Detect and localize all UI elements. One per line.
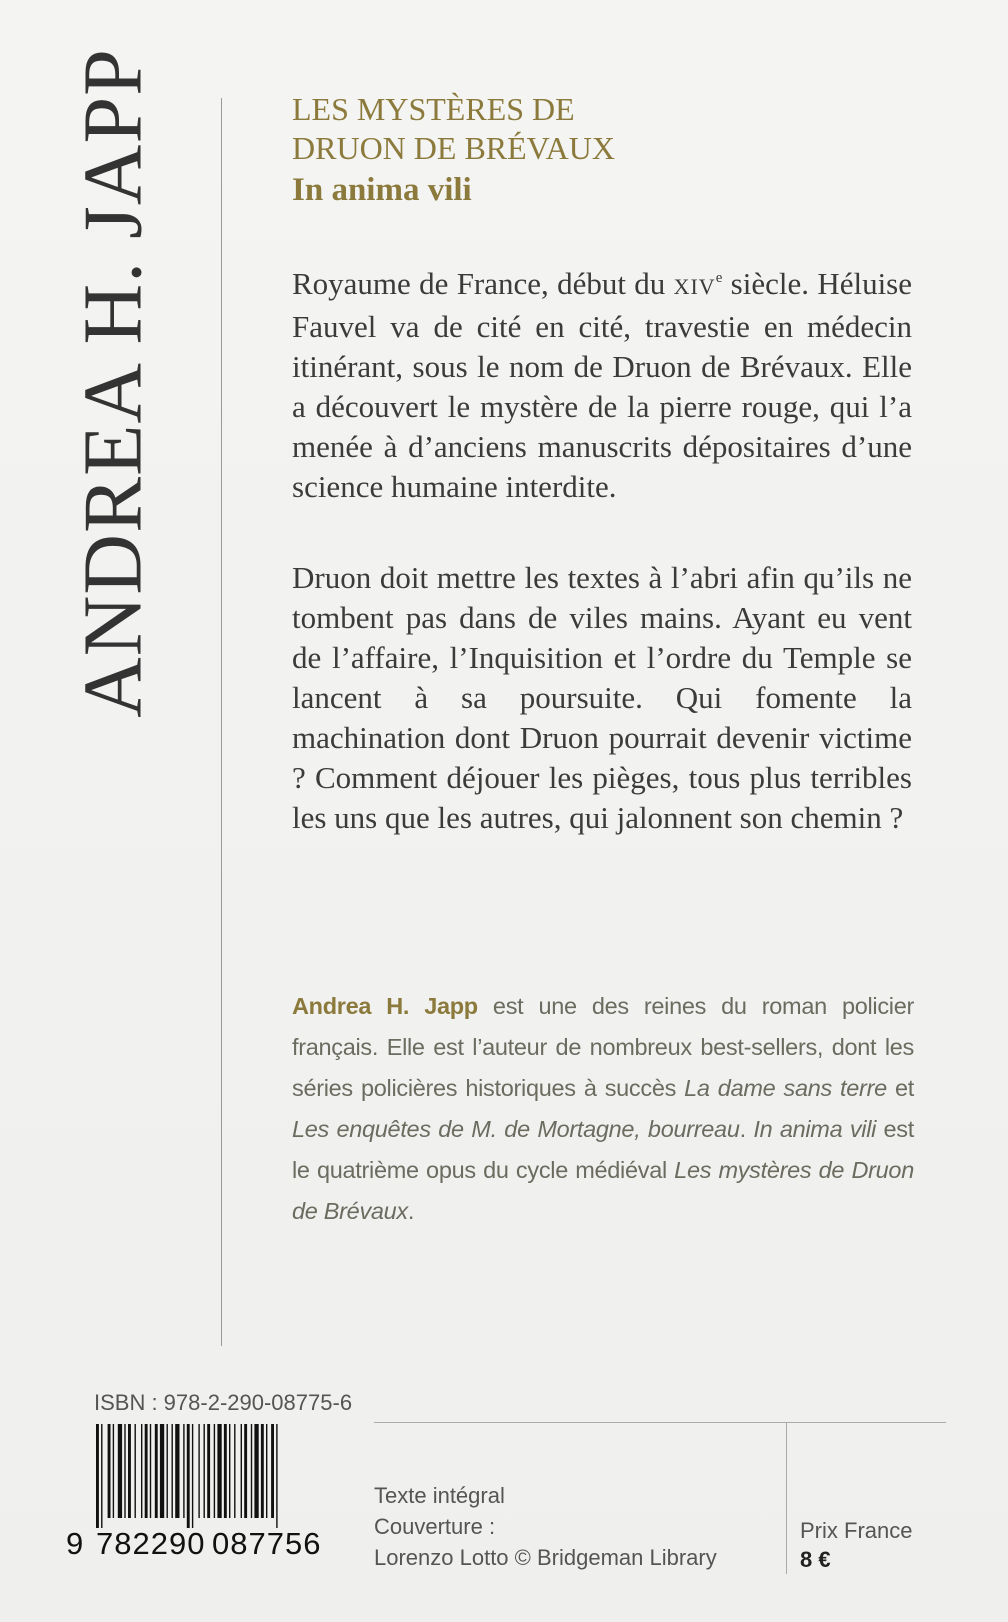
barcode-bar — [175, 1424, 179, 1518]
blurb-paragraph-1 — [292, 258, 912, 507]
barcode-bar — [172, 1424, 173, 1518]
blurb-p1-start: Royaume de France, début du — [292, 266, 674, 301]
barcode-bar — [141, 1424, 142, 1518]
book-title: In anima vili — [292, 172, 472, 208]
barcode-lead-digit: 9 — [66, 1526, 84, 1561]
barcode-group-2: 087756 — [212, 1526, 322, 1561]
bio-text-5: . — [407, 1198, 415, 1224]
blurb-p1-rest: siècle. Héluise Fauvel va de cité en cité, travestie en médecin itinérant, sous le nom de Druon de Brévaux. Elle a découvert le mystère de la pierre rouge, qui l’a menée à d’anciens manuscrits dépositaires d’une science humaine interdite. — [292, 266, 913, 504]
credits-line-1: Texte intégral — [374, 1483, 505, 1508]
barcode-bar — [118, 1424, 122, 1518]
price — [800, 1516, 912, 1574]
century-roman-numeral: XIV — [673, 274, 716, 299]
bio-title-1: La dame sans terre — [684, 1075, 887, 1101]
barcode-bar — [276, 1424, 277, 1528]
barcode-bar — [150, 1424, 151, 1518]
barcode-bar — [113, 1424, 114, 1518]
century-superscript: e — [715, 270, 723, 286]
vertical-divider — [221, 98, 222, 1346]
spine-author-name: ANDREA H. JAPP — [66, 48, 160, 718]
author-bio — [292, 986, 914, 1232]
price-divider — [786, 1422, 787, 1574]
series-title-line-2: DRUON DE BRÉVAUX — [292, 130, 615, 166]
isbn-number: ISBN : 978-2-290-08775-6 — [94, 1390, 353, 1415]
bio-text-2: et — [886, 1075, 914, 1101]
barcode-bar — [204, 1424, 205, 1518]
barcode-bar — [96, 1424, 99, 1528]
barcode-bar — [124, 1424, 125, 1518]
barcode-bar — [266, 1424, 267, 1518]
barcode-bar — [271, 1424, 274, 1518]
barcode-bar — [224, 1424, 227, 1518]
barcode-bar — [135, 1424, 136, 1518]
credits — [374, 1480, 717, 1573]
barcode-bar — [198, 1424, 199, 1518]
barcode-bar — [160, 1424, 164, 1518]
barcode-bar — [183, 1424, 184, 1518]
price-label: Prix France — [800, 1518, 913, 1543]
barcode-bar — [234, 1424, 235, 1518]
series-title — [292, 90, 615, 168]
horizontal-divider — [374, 1422, 946, 1423]
barcode-bar — [229, 1424, 230, 1518]
barcode-bar — [244, 1424, 247, 1518]
barcode-icon — [94, 1424, 334, 1528]
barcode-bar — [251, 1424, 252, 1518]
credits-line-2: Couverture : — [374, 1514, 496, 1539]
barcode-bar — [145, 1424, 148, 1518]
price-amount: 8 € — [800, 1547, 831, 1572]
barcode-bar — [155, 1424, 158, 1518]
barcode-bar — [108, 1424, 111, 1518]
barcode-bar — [187, 1424, 190, 1528]
bio-title-3: In anima vili — [753, 1116, 877, 1142]
bio-text-3: . — [739, 1116, 754, 1142]
bio-title-2: Les enquêtes de M. de Mortagne, bourreau — [292, 1116, 740, 1142]
bio-text-4: est le quatrième opus du cycle médiéval — [292, 1116, 914, 1183]
bio-title-4: Les mystères de Druon de Brévaux — [292, 1157, 914, 1224]
blurb-paragraph-2: Druon doit mettre les textes à l’abri afin qu’ils ne tombent pas dans de viles mains. Ayant eu vent de l’affaire, l’Inquisition et l’ordre du Temple se lancent à sa poursuite. Qui fomente la machination dont Druon pourrait devenir victime ? Comment déjouer les pièges, tous plus terribles les uns que les autres, qui jalonnent son chemin ? — [292, 560, 912, 835]
bio-text-1: est une des reines du roman policier français. Elle est l’auteur de nombreux best-sellers, dont les séries policières historiques à succès — [292, 993, 914, 1101]
barcode-bar — [101, 1424, 102, 1528]
barcode-bar — [128, 1424, 131, 1518]
barcode-bar — [214, 1424, 215, 1518]
barcode-bar — [241, 1424, 242, 1518]
bio-author-name: Andrea H. Japp — [292, 993, 478, 1019]
barcode-bar — [192, 1424, 193, 1528]
series-title-line-1: LES MYSTÈRES DE — [292, 91, 575, 127]
barcode-bar — [261, 1424, 264, 1518]
barcode-bar — [217, 1424, 221, 1518]
barcode-bar — [254, 1424, 258, 1518]
barcode-group-1: 782290 — [96, 1526, 206, 1561]
barcode-bar — [167, 1424, 168, 1518]
barcode-bar — [207, 1424, 210, 1518]
credits-line-3: Lorenzo Lotto © Bridgeman Library — [374, 1545, 717, 1570]
